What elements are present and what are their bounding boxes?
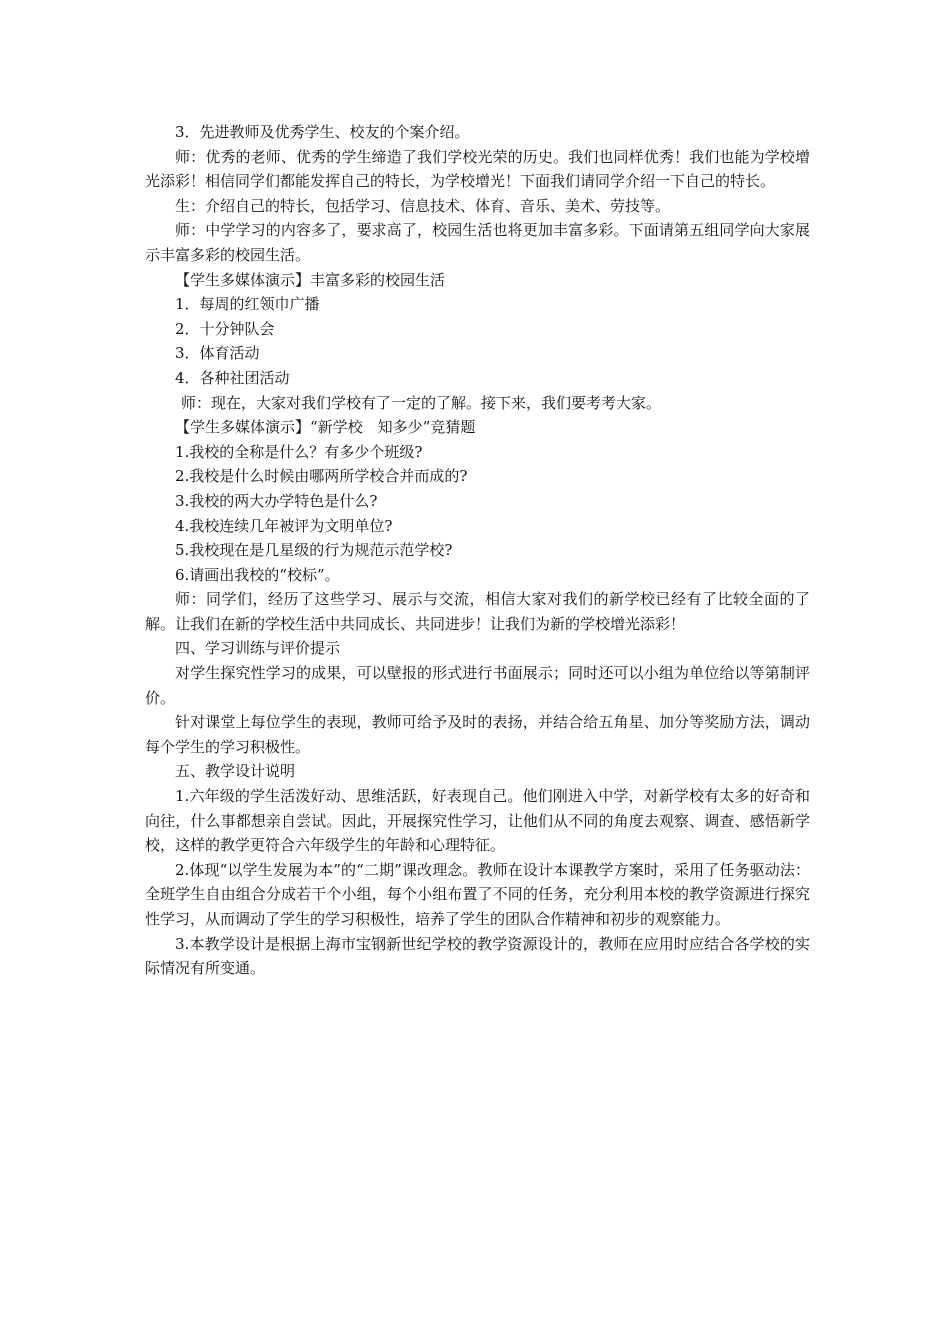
section-heading-evaluation: 四、学习训练与评价提示 bbox=[175, 639, 341, 658]
paragraph-teacher-campus-life: 师：中学学习的内容多了，要求高了，校园生活也将更加丰富多彩。下面请第五组同学向大家展示丰富多彩的校园生活。 bbox=[145, 221, 810, 264]
list-item-sports: 3．体育活动 bbox=[175, 344, 260, 363]
quiz-question-5: 5.我校现在是几星级的行为规范示范学校? bbox=[175, 541, 453, 560]
quiz-question-2: 2.我校是什么时候由哪两所学校合并而成的? bbox=[175, 467, 468, 486]
list-item-broadcast: 1．每周的红领巾广播 bbox=[175, 295, 320, 314]
document-page bbox=[145, 120, 810, 981]
quiz-question-6: 6.请画出我校的“校标”。 bbox=[175, 565, 340, 584]
list-item-clubs: 4．各种社团活动 bbox=[175, 368, 290, 387]
quiz-question-1: 1.我校的全称是什么？有多少个班级? bbox=[175, 442, 423, 461]
paragraph-case-intro: 3．先进教师及优秀学生、校友的个案介绍。 bbox=[175, 123, 470, 141]
paragraph-teacher-quiz-intro: 师：现在，大家对我们学校有了一定的了解。接下来，我们要考考大家。 bbox=[181, 393, 662, 412]
list-item-team-meeting: 2．十分钟队会 bbox=[175, 319, 275, 338]
paragraph-design-note-2: 2.体现“以学生发展为本”的“二期”课改理念。教师在设计本课教学方案时，采用了任务驱动法：全班学生自由组合分成若干个小组，每个小组布置了不同的任务，充分利用本校的教学资源进行探究性学习，从而调动了学生的学习积极性，培养了学生的团队合作精神和初步的观察能力。 bbox=[145, 860, 810, 928]
paragraph-evaluation-2: 针对课堂上每位学生的表现，教师可给予及时的表扬，并结合给五角星、加分等奖励方法，调动每个学生的学习积极性。 bbox=[145, 713, 810, 756]
paragraph-design-note-1: 1.六年级的学生活泼好动、思维活跃，好表现自己。他们刚进入中学，对新学校有太多的好奇和向往，什么事都想亲自尝试。因此，开展探究性学习，让他们从不同的角度去观察、调查、感悟新学校，这样的教学更符合六年级学生的年龄和心理特征。 bbox=[145, 787, 810, 855]
paragraph-design-note-3: 3.本教学设计是根据上海市宝钢新世纪学校的教学资源设计的，教师在应用时应结合各学校的实际情况有所变通。 bbox=[145, 934, 810, 978]
paragraph-demo-heading-quiz: 【学生多媒体演示】“新学校 知多少”竞猜题 bbox=[175, 418, 476, 437]
paragraph-teacher-excellent: 师：优秀的老师、优秀的学生缔造了我们学校光荣的历史。我们也同样优秀！我们也能为学校增光添彩！相信同学们都能发挥自己的特长，为学校增光！下面我们请同学介绍一下自己的特长。 bbox=[145, 147, 810, 191]
section-heading-design-notes: 五、教学设计说明 bbox=[175, 762, 296, 781]
paragraph-demo-heading-campus: 【学生多媒体演示】丰富多彩的校园生活 bbox=[175, 270, 446, 289]
quiz-question-3: 3.我校的两大办学特色是什么? bbox=[175, 491, 378, 510]
quiz-question-4: 4.我校连续几年被评为文明单位? bbox=[175, 516, 393, 535]
paragraph-teacher-conclusion: 师：同学们，经历了这些学习、展示与交流，相信大家对我们的新学校已经有了比较全面的了解。让我们在新的学校生活中共同成长、共同进步！让我们为新的学校增光添彩！ bbox=[145, 590, 810, 633]
paragraph-student-talents: 生：介绍自己的特长，包括学习、信息技术、体育、音乐、美术、劳技等。 bbox=[175, 196, 671, 215]
paragraph-evaluation-1: 对学生探究性学习的成果，可以壁报的形式进行书面展示；同时还可以小组为单位给以等第制评价。 bbox=[145, 664, 810, 707]
